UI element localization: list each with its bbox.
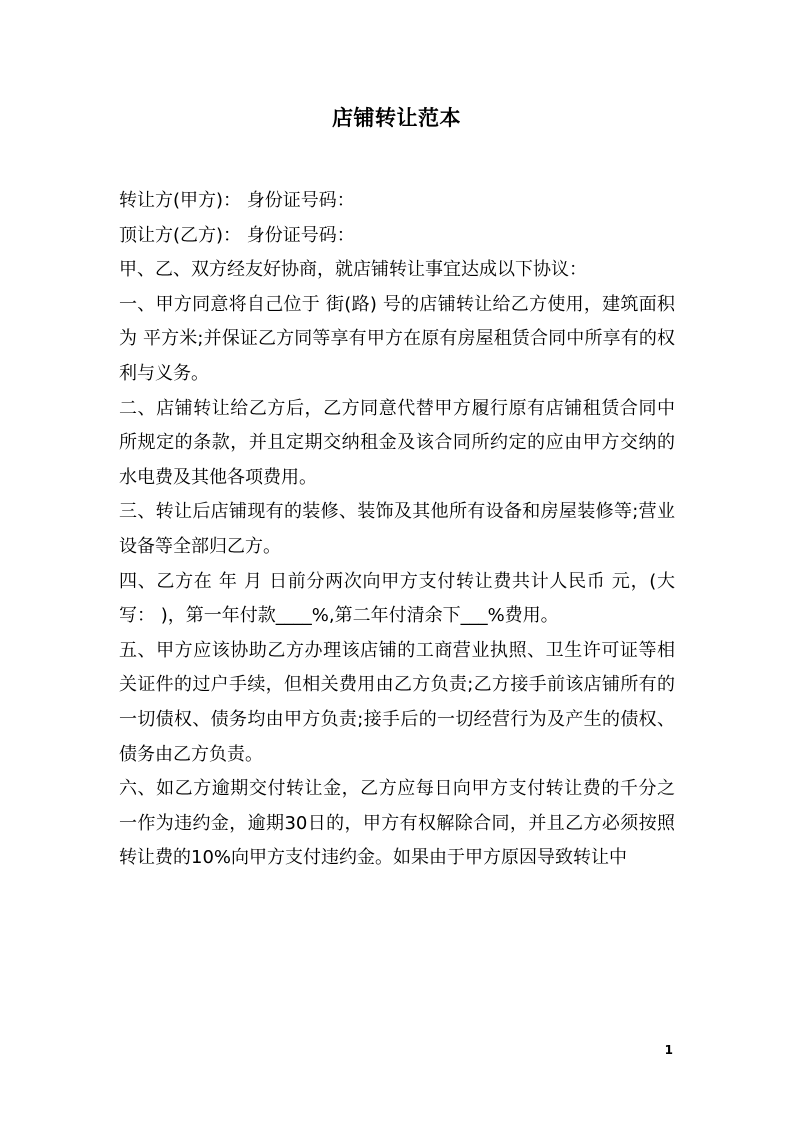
paragraph-transferor: 转让方(甲方)： 身份证号码：: [119, 190, 355, 211]
document-title: 店铺转让范本: [332, 106, 461, 130]
paragraph-intro: 甲、乙、双方经友好协商，就店铺转让事宜达成以下协议：: [119, 259, 587, 281]
paragraph-clause-1: 一、甲方同意将自己位于 街(路) 号的店铺转让给乙方使用，建筑面积为 平方米;并保证乙方同等享有甲方在原有房屋租赁合同中所享有的权利与义务。: [119, 293, 675, 384]
paragraph-transferee: 顶让方(乙方)： 身份证号码：: [119, 224, 355, 246]
paragraph-clause-2: 二、店铺转让给乙方后，乙方同意代替甲方履行原有店铺租赁合同中所规定的条款，并且定期交纳租金及该合同所约定的应由甲方交纳的水电费及其他各项费用。: [119, 397, 675, 488]
paragraph-clause-5: 五、甲方应该协助乙方办理该店铺的工商营业执照、卫生许可证等相关证件的过户手续，但相关费用由乙方负责;乙方接手前该店铺所有的一切债权、债务均由甲方负责;接手后的一切经营行为及产生的债权、债务由乙方负责。: [119, 639, 675, 765]
page-number: 1: [664, 1043, 673, 1057]
paragraph-clause-3: 三、转让后店铺现有的装修、装饰及其他所有设备和房屋装修等;营业设备等全部归乙方。: [119, 501, 675, 557]
document-body: [119, 184, 675, 876]
paragraph-clause-4: 四、乙方在 年 月 日前分两次向甲方支付转让费共计人民币 元，(大写： )，第一年付款____%,第二年付清余下___%费用。: [119, 570, 675, 627]
paragraph-clause-6: 六、如乙方逾期交付转让金，乙方应每日向甲方支付转让费的千分之一作为违约金，逾期30日的，甲方有权解除合同，并且乙方必须按照转让费的10%向甲方支付违约金。如果由于甲方原因导致转让中: [119, 778, 675, 869]
